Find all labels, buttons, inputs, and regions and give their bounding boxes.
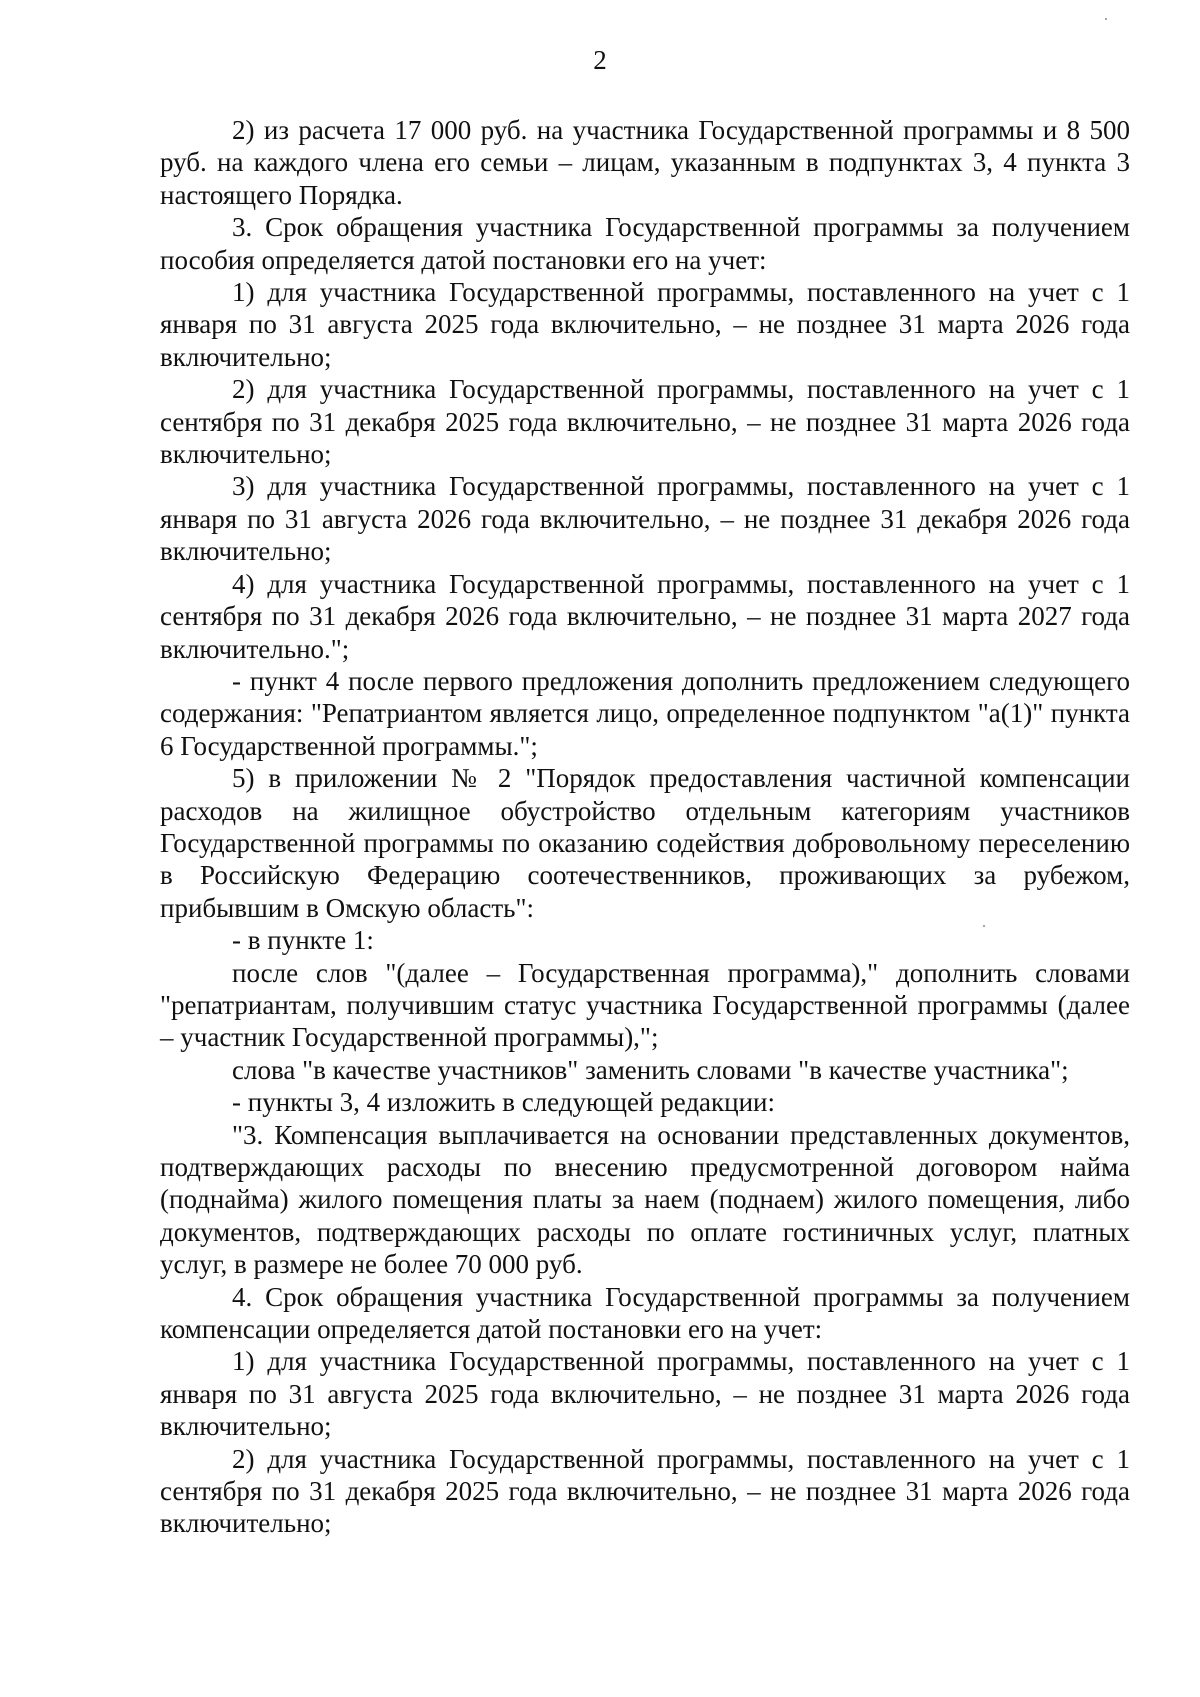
paragraph-appendix-2: 5) в приложении № 2 "Порядок предоставления частичной компенсации расходов на жилищное обустройство отдельным категориям участников Государственной программы по оказанию содействия добровольному переселению в Российскую Федерацию соотечественников, проживающих за рубежом, прибывшим в Омскую область": (160, 763, 1130, 923)
page-number: 2 (593, 45, 607, 75)
paragraph-after-words: после слов "(далее – Государственная программа)," дополнить словами "репатриантам, получившим статус участника Государственной программы (далее – участник Государственной программы),"; (160, 957, 1130, 1053)
paragraph-2-from-calculation: 2) из расчета 17 000 руб. на участника Государственной программы и 8 500 руб. на каждого члена его семьи – лицам, указанным в подпунктах 3, 4 пункта 3 настоящего Порядка. (160, 115, 1130, 210)
paragraph-compensation-4-item-2: 2) для участника Государственной программы, поставленного на учет с 1 сентября по 31 декабря 2025 года включительно, – не позднее 31 марта 2026 года включительно; (160, 1443, 1130, 1539)
document-body (160, 114, 1130, 1540)
paragraph-3-item-1: 1) для участника Государственной программы, поставленного на учет с 1 января по 31 августа 2025 года включительно, – не позднее 31 марта 2026 года включительно; (160, 277, 1130, 372)
paragraph-compensation-4: 4. Срок обращения участника Государственной программы за получением компенсации определяется датой постановки его на учет: (160, 1281, 1130, 1345)
paragraph-items-3-4-revision: - пункты 3, 4 изложить в следующей редакции: (232, 1087, 776, 1118)
paragraph-3-item-4: 4) для участника Государственной программы, поставленного на учет с 1 сентября по 31 декабря 2026 года включительно, – не позднее 31 марта 2027 года включительно."; (160, 568, 1130, 664)
scan-speck (1105, 18, 1107, 20)
paragraph-3-item-2: 2) для участника Государственной программы, поставленного на учет с 1 сентября по 31 декабря 2025 года включительно, – не позднее 31 марта 2026 года включительно; (160, 374, 1130, 470)
paragraph-compensation-4-item-1: 1) для участника Государственной программы, поставленного на учет с 1 января по 31 августа 2025 года включительно, – не позднее 31 марта 2026 года включительно; (160, 1346, 1130, 1442)
paragraph-in-item-1: - в пункте 1: (232, 925, 374, 956)
paragraph-3-allowance-deadline: 3. Срок обращения участника Государственной программы за получением пособия определяется датой постановки его на учет: (160, 212, 1130, 275)
scan-speck (983, 925, 985, 927)
paragraph-3-item-3: 3) для участника Государственной программы, поставленного на учет с 1 января по 31 августа 2026 года включительно, – не позднее 31 декабря 2026 года включительно; (160, 471, 1130, 567)
paragraph-item-4-amendment: - пункт 4 после первого предложения дополнить предложением следующего содержания: "Репатриантом является лицо, определенное подпунктом "а(1)" пункта 6 Государственной программы."; (160, 665, 1130, 761)
paragraph-compensation-3: "3. Компенсация выплачивается на основании представленных документов, подтверждающих расходы по внесению предусмотренной договором найма (поднайма) жилого помещения платы за наем (поднаем) жилого помещения, либо документов, подтверждающих расходы по оплате гостиничных услуг, платных услуг, в размере не более 70 000 руб. (160, 1119, 1130, 1280)
paragraph-replace-words: слова "в качестве участников" заменить словами "в качестве участника"; (232, 1054, 1069, 1085)
